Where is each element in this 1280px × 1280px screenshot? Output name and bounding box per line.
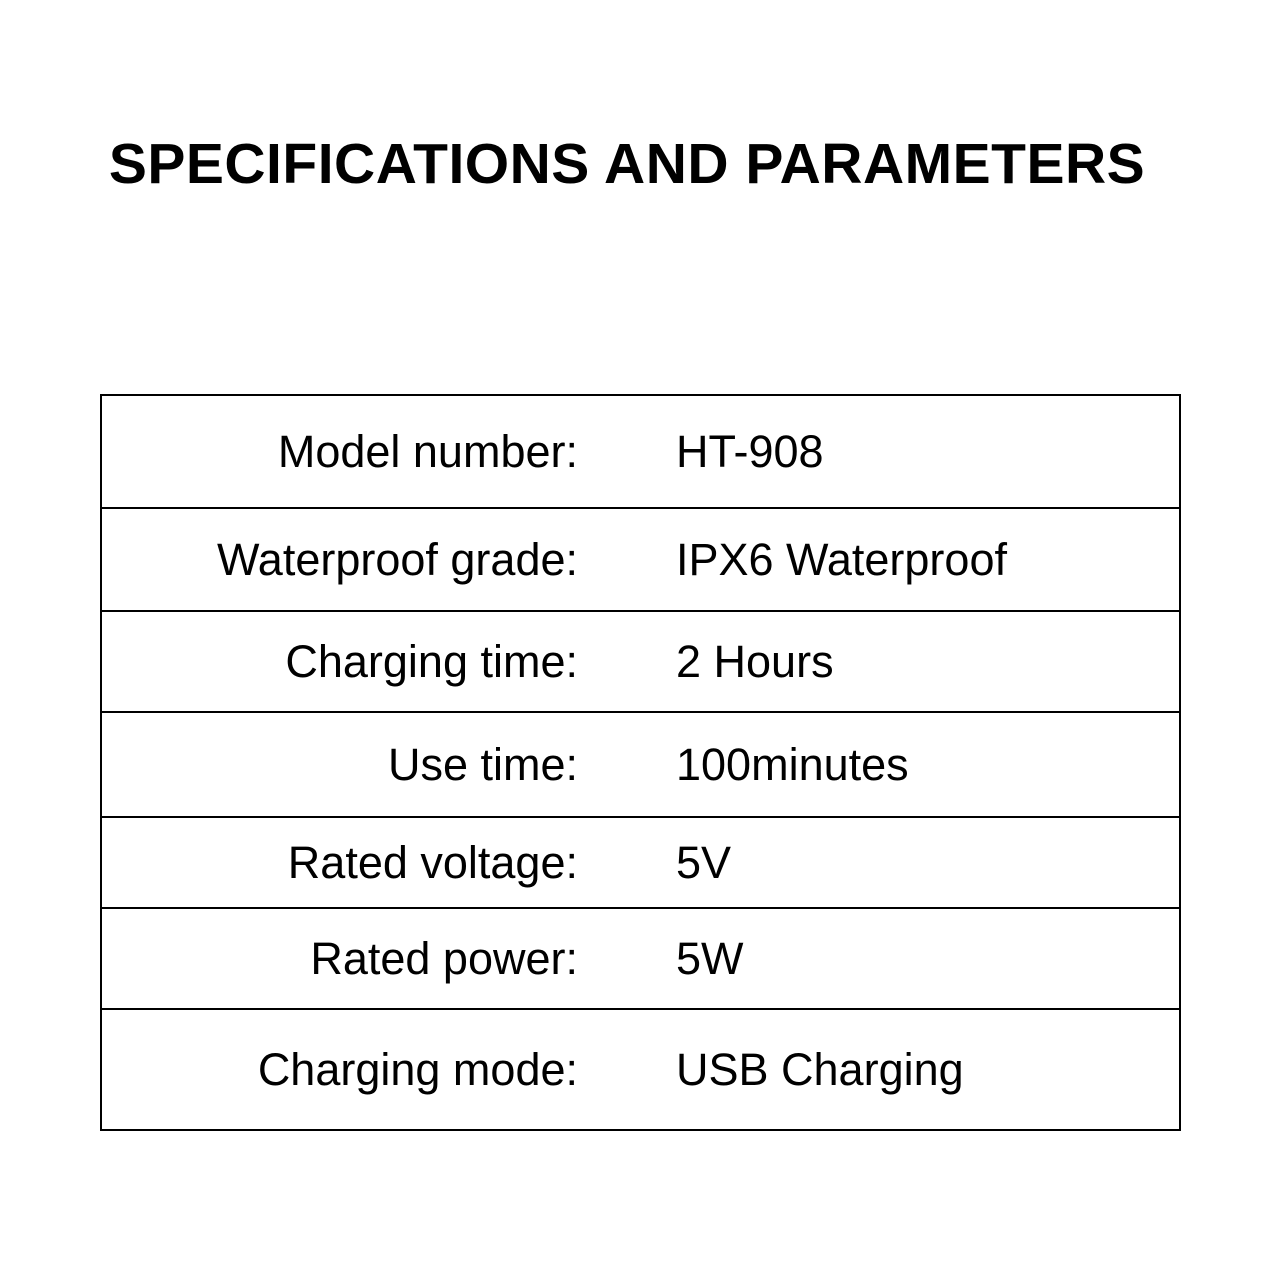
spec-label: Rated power: [310,932,578,984]
spec-value: IPX6 Waterproof [676,533,1007,585]
spec-row-charging-mode [102,1010,1179,1129]
spec-row-rated-voltage [102,818,1179,909]
spec-value: 2 Hours [676,635,834,687]
spec-row-charging-time [102,612,1179,713]
spec-label: Waterproof grade: [216,533,578,585]
spec-label: Use time: [387,738,578,790]
spec-row-model-number [102,396,1179,509]
spec-value: 5W [676,932,744,984]
spec-row-use-time [102,713,1179,818]
spec-row-rated-power [102,909,1179,1010]
spec-label: Charging mode: [257,1043,578,1095]
spec-label: Model number: [277,425,578,477]
page-title: SPECIFICATIONS AND PARAMETERS [108,132,1146,196]
spec-value: 5V [676,836,732,888]
spec-value: HT-908 [676,425,824,477]
spec-value: 100minutes [676,738,909,790]
spec-value: USB Charging [676,1043,964,1095]
spec-table [100,394,1181,1131]
spec-label: Rated voltage: [287,836,578,888]
spec-row-waterproof-grade [102,509,1179,612]
spec-label: Charging time: [285,635,578,687]
